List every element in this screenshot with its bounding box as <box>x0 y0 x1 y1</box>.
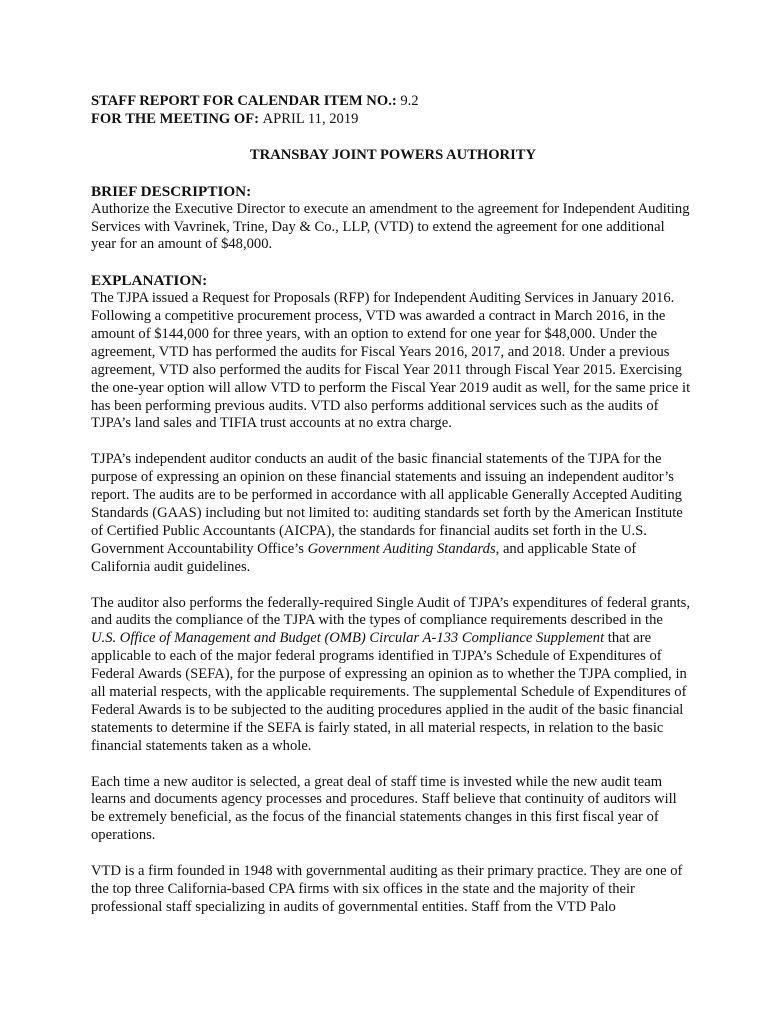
meeting-date-value: APRIL 11, 2019 <box>262 110 359 127</box>
explanation-heading: EXPLANATION: <box>91 272 208 290</box>
gas-italic: Government Auditing Standards <box>307 540 496 557</box>
document-title: TRANSBAY JOINT POWERS AUTHORITY <box>249 146 537 163</box>
explanation-paragraph-5: VTD is a firm founded in 1948 with governmental auditing as their primary practice. They are one of the top three California-based CPA firms with six offices in the state and the majority of their professional staff specializing in audits of governmental entities. Staff from the VTD Palo <box>91 863 683 915</box>
meeting-label: FOR THE MEETING OF: <box>91 110 259 127</box>
omb-circular-italic: U.S. Office of Management and Budget (OMB) Circular A-133 Compliance Supplement <box>91 630 605 647</box>
explanation-paragraph-3: The auditor also performs the federally-required Single Audit of TJPA’s expenditures of federal grants, and audits the compliance of the TJPA with the types of compliance requirements described in the U.S. Office of Management and Budget (OMB) Circular A-133 Compliance Supplement that are applicable to each of the major federal programs identified in TJPA’s Schedule of Expenditures of Federal Awards (SEFA), for the purpose of expressing an opinion as to whether the TJPA complied, in all material respects, with the applicable requirements. The supplemental Schedule of Expenditures of Federal Awards is to be subjected to the auditing procedures applied in the audit of the basic financial statements to determine if the SEFA is fairly stated, in all material respects, in relation to the basic financial statements taken as a whole. <box>91 594 690 754</box>
calendar-item-label: STAFF REPORT FOR CALENDAR ITEM NO.: <box>91 93 397 109</box>
explanation-paragraph-1: The TJPA issued a Request for Proposals (RFP) for Independent Auditing Services in January 2016. Following a competitive procurement process, VTD was awarded a contract in March 2016, in the amount of $144,000 for three years, with an option to extend for one year for $48,000. Under the agreement, VTD has performed the audits for Fiscal Years 2016, 2017, and 2018. Under a previous agreement, VTD also performed the audits for Fiscal Year 2011 through Fiscal Year 2015. Exercising the one-year option will allow VTD to perform the Fiscal Year 2019 audit as well, for the same price it has been performing previous audits. VTD also performs additional services such as the audits of TJPA’s land sales and TIFIA trust accounts at no extra charge. <box>91 290 691 432</box>
explanation-paragraph-4: Each time a new auditor is selected, a great deal of staff time is invested while the new audit team learns and documents agency processes and procedures. Staff believe that continuity of auditors will be extremely beneficial, as the focus of the financial statements changes in this first fiscal year of operations. <box>91 773 677 844</box>
explanation-paragraph-2: TJPA’s independent auditor conducts an audit of the basic financial statements of the TJPA for the purpose of expressing an opinion on these financial statements and issuing an independent auditor’s report. The audits are to be performed in accordance with all applicable Generally Accepted Auditing Standards (GAAS) including but not limited to: auditing standards set forth by the American Institute of Certified Public Accountants (AICPA), the standards for financial audits set forth in the U.S. Government Accountability Office’s Government Auditing Standards, and applicable State of California audit guidelines. <box>91 451 683 575</box>
calendar-item-line <box>91 93 691 111</box>
brief-description-heading: BRIEF DESCRIPTION: <box>91 182 252 200</box>
meeting-date-line <box>91 111 691 129</box>
brief-description-text: Authorize the Executive Director to execute an amendment to the agreement for Independent Auditing Services with Vavrinek, Trine, Day & Co., LLP, (VTD) to extend the agreement for one additional year for an amount of $48,000. <box>91 200 690 253</box>
document-body <box>91 93 691 917</box>
calendar-item-value: 9.2 <box>400 93 419 109</box>
